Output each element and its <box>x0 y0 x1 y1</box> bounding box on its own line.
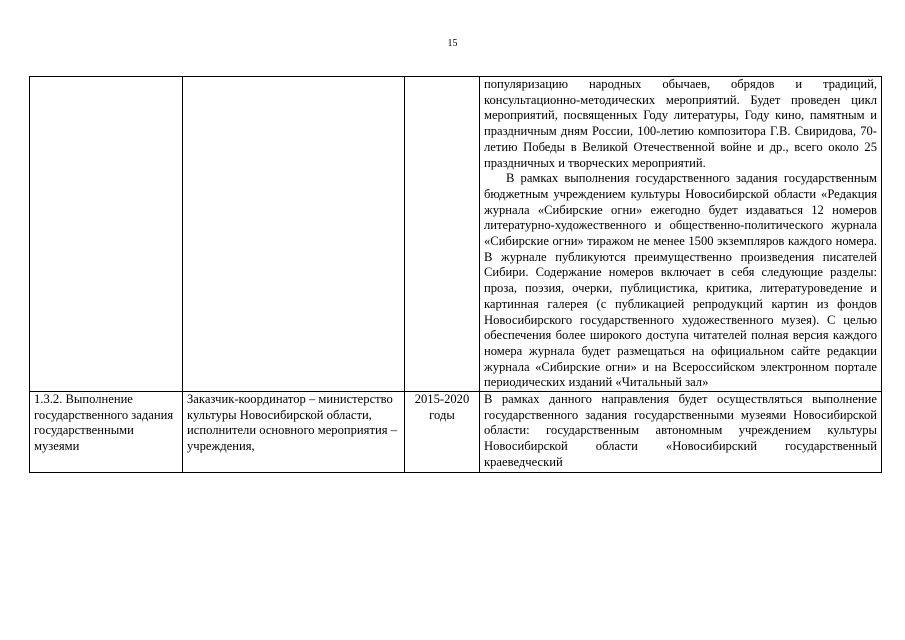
description-paragraph: В рамках данного направления будет осуществляться выполнение государственного задания государственными музеями Новосибирской области: государственным автономным учреждением культуры Новосибирской области «Новосибирский государственный краеведческий <box>484 392 877 469</box>
period-text: 2015-2020 годы <box>414 392 470 422</box>
row1-col1-cell <box>30 77 183 392</box>
row2-col1-cell <box>30 392 183 473</box>
event-title: 1.3.2. Выполнение государственного задания государственными музеями <box>34 392 174 454</box>
row2-col2-cell <box>183 392 405 473</box>
row1-col4-cell <box>480 77 882 392</box>
page-number: 15 <box>447 38 458 49</box>
row2-col3-cell <box>405 392 480 473</box>
description-paragraph: В рамках выполнения государственного задания государственным бюджетным учреждением культуры Новосибирской области «Редакция журнала «Сибирские огни» ежегодно будет издаваться 12 номеров литературно-художественного и общественно-политического журнала «Сибирские огни» тиражом не менее 1500 экземпляров каждого номера. В журнале публикуются преимущественно произведения писателей Сибири. Содержание номеров включает в себя следующие разделы: проза, поэзия, очерки, публицистика, критика, литературоведение и картинная галерея (с публикацией репродукций картин из фондов Новосибирского государственного художественного музея). С целью обеспечения более широкого доступа читателей полная версия каждого номера журнала будет размещаться на официальном сайте редакции журнала «Сибирские огни» и на Всероссийском электронном портале периодических изданий «Читальный зал» <box>484 171 877 390</box>
row1-col3-cell <box>405 77 480 392</box>
program-table <box>29 76 882 473</box>
table-row <box>30 77 882 392</box>
table-row <box>30 392 882 473</box>
row1-col2-cell <box>183 77 405 392</box>
executor-text: Заказчик-координатор – министерство культуры Новосибирской области, исполнители основного мероприятия – учреждения, <box>187 392 397 454</box>
description-paragraph: популяризацию народных обычаев, обрядов и традиций, консультационно-методических мероприятий. Будет проведен цикл мероприятий, посвященных Году литературы, Году кино, памятным и праздничным дням России, 100-летию композитора Г.В. Свиридова, 70-летию Победы в Великой Отечественной войне и др., всего около 25 праздничных и творческих мероприятий. <box>484 77 877 170</box>
row2-col4-cell <box>480 392 882 473</box>
